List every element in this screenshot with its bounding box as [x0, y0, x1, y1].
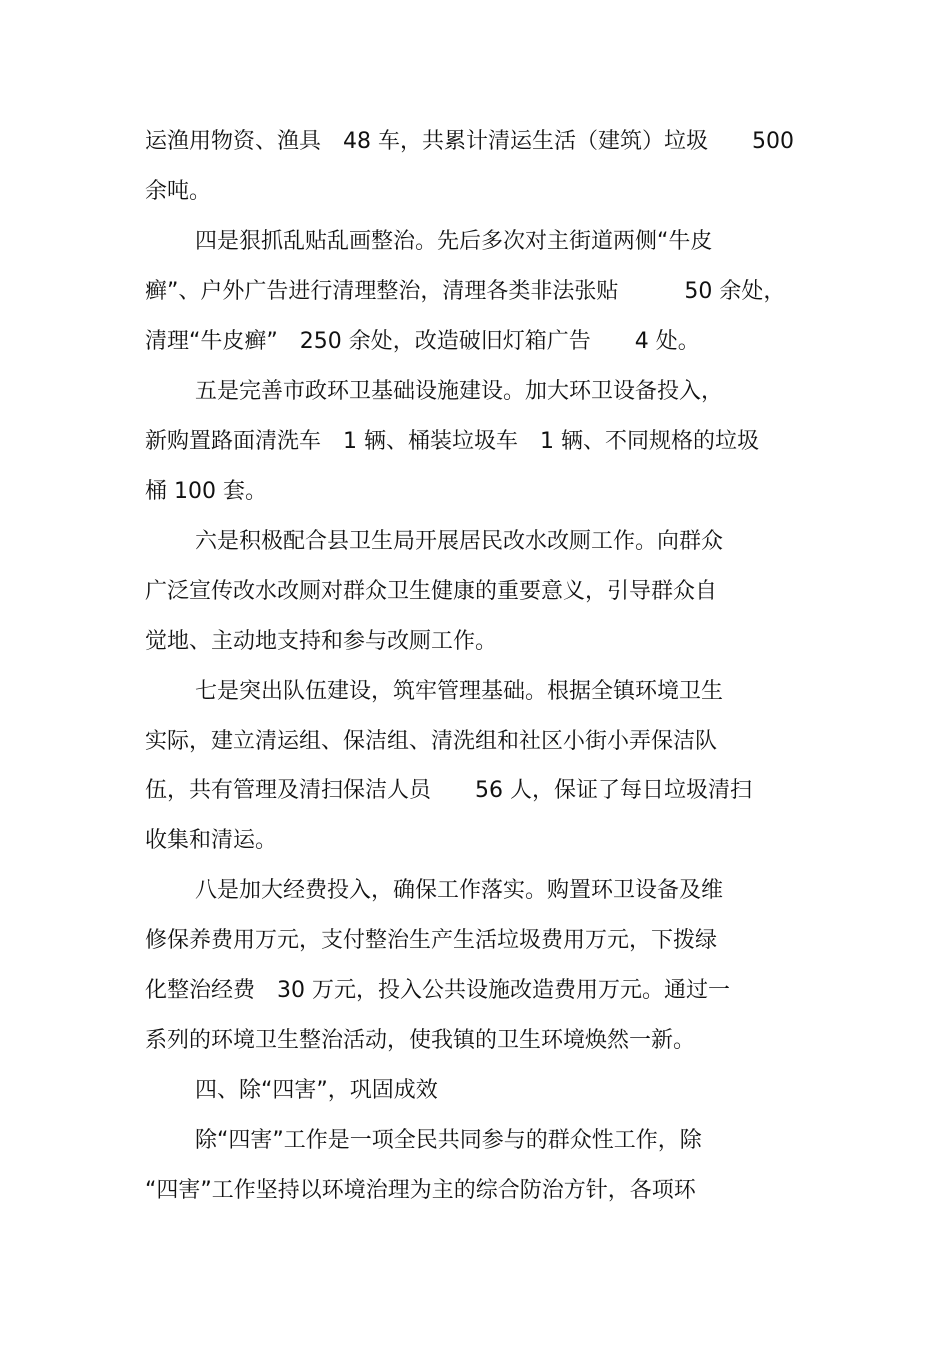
paragraph-start-line: 八是加大经费投入，确保工作落实。购置环卫设备及维 — [195, 878, 724, 903]
section-heading: 四、除“四害”，巩固成效 — [195, 1078, 438, 1103]
text-line: 癣”、户外广告进行清理整治，清理各类非法张贴 50 余处， — [145, 279, 786, 304]
text-line: 实际，建立清运组、保洁组、清洗组和社区小街小弄保洁队 — [145, 729, 718, 754]
text-line: 收集和清运。 — [145, 828, 278, 853]
text-line: 系列的环境卫生整治活动，使我镇的卫生环境焕然一新。 — [145, 1028, 696, 1053]
text-line: 余吨。 — [145, 179, 212, 204]
paragraph-start-line: 七是突出队伍建设，筑牢管理基础。根据全镇环境卫生 — [195, 679, 724, 704]
text-line: 桶 100 套。 — [145, 479, 267, 504]
text-line: 清理“牛皮癣” 250 余处，改造破旧灯箱广告 4 处。 — [145, 329, 700, 354]
text-line: 伍，共有管理及清扫保洁人员 56 人，保证了每日垃圾清扫 — [145, 778, 752, 803]
text-line: 广泛宣传改水改厕对群众卫生健康的重要意义，引导群众自 — [145, 579, 718, 604]
text-line: 新购置路面清洗车 1 辆、桶装垃圾车 1 辆、不同规格的垃圾 — [145, 429, 759, 454]
paragraph-start-line: 六是积极配合县卫生局开展居民改水改厕工作。向群众 — [195, 529, 724, 554]
text-line: 运渔用物资、渔具 48 车，共累计清运生活（建筑）垃圾 500 — [145, 129, 794, 154]
text-line: 化整治经费 30 万元，投入公共设施改造费用万元。通过一 — [145, 978, 730, 1003]
paragraph-start-line: 五是完善市政环卫基础设施建设。加大环卫设备投入， — [195, 379, 724, 404]
text-line: “四害”工作坚持以环境治理为主的综合防治方针，各项环 — [145, 1178, 696, 1203]
text-line: 觉地、主动地支持和参与改厕工作。 — [145, 629, 498, 654]
paragraph-start-line: 四是狠抓乱贴乱画整治。先后多次对主街道两侧“牛皮 — [195, 229, 713, 254]
text-line: 修保养费用万元，支付整治生产生活垃圾费用万元，下拨绿 — [145, 928, 718, 953]
paragraph-start-line: 除“四害”工作是一项全民共同参与的群众性工作，除 — [195, 1128, 702, 1153]
